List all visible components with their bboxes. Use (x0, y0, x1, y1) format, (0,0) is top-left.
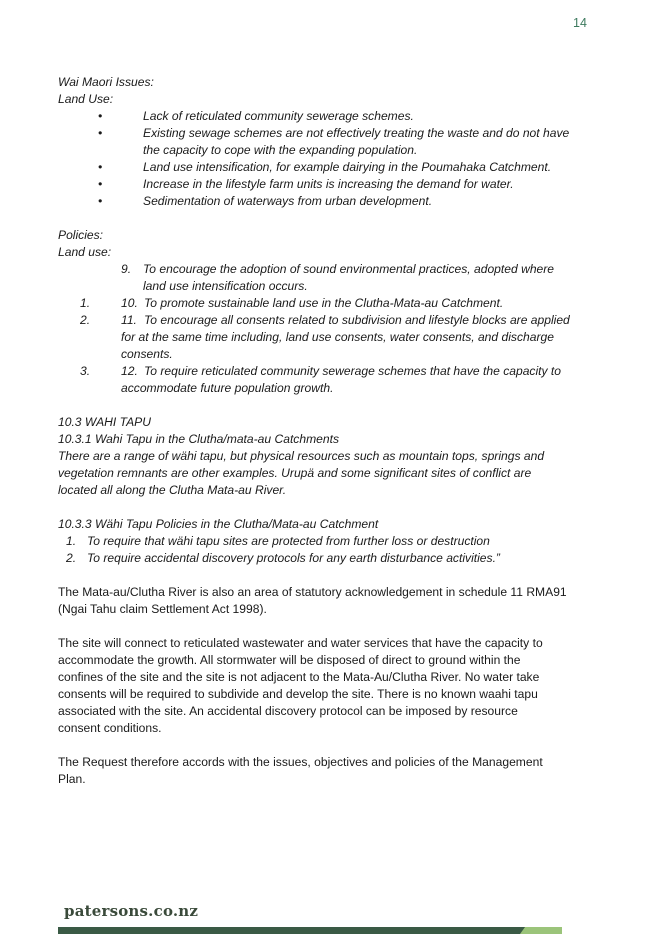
page-number: 14 (573, 16, 587, 30)
list-item: • Lack of reticulated community sewerage schemes. (98, 109, 414, 123)
wahi-tapu-policies (58, 516, 598, 567)
paragraph-line: There are a range of wähi tapu, but physical resources such as mountain tops, springs and (58, 449, 545, 463)
policy-item-continuation: land use intensification occurs. (143, 279, 308, 293)
policy-item: 1. 10. To promote sustainable land use in the Clutha-Mata-au Catchment. (80, 296, 504, 310)
policy-item: 2. 11. To encourage all consents related to subdivision and lifestyle blocks are applied (80, 313, 570, 327)
policy-item: 9. To encourage the adoption of sound environmental practices, adopted where (121, 262, 555, 276)
wai-maori-section (58, 74, 598, 210)
company-logo: patersons.co.nz (64, 902, 199, 920)
section-heading: Policies: (58, 228, 104, 242)
paragraph: The Mata-au/Clutha River is also an area of statutory acknowledgement in schedule 11 RMA91 (Ngai Tahu claim Settlement Act 1998). (58, 585, 567, 616)
subsection-heading: Land Use: (58, 92, 114, 106)
bullet-icon: • (98, 109, 103, 123)
bullet-icon: • (98, 160, 103, 174)
bullet-icon: • (98, 194, 103, 208)
section-heading: Wai Maori Issues: (58, 75, 154, 89)
subsection-heading: 10.3.3 Wähi Tapu Policies in the Clutha/Mata-au Catchment (58, 517, 379, 531)
footer-bar (58, 927, 538, 934)
paragraph-line: vegetation remnants are other examples. Urupä and some significant sites of conflict are (58, 466, 532, 480)
policies-section (58, 227, 598, 397)
policy-item-continuation: accommodate future population growth. (121, 381, 334, 395)
policy-item-continuation: for at the same time including, land use consents, water consents, and discharge (121, 330, 554, 344)
bullet-icon: • (98, 177, 103, 191)
list-item: • Existing sewage schemes are not effectively treating the waste and do not have (98, 126, 570, 140)
paragraph: The Request therefore accords with the issues, objectives and policies of the Management Plan. (58, 755, 543, 786)
wahi-tapu-section (58, 414, 598, 499)
list-item: • Increase in the lifestyle farm units is increasing the demand for water. (98, 177, 514, 191)
list-item-continuation: the capacity to cope with the expanding population. (143, 143, 418, 157)
policy-item: 2. To require accidental discovery protocols for any earth disturbance activities.” (66, 551, 500, 565)
paragraph: The site will connect to reticulated wastewater and water services that have the capacity to accommodate the growth. All stormwater will be disposed of direct to ground within the confines of the site and the site is not adjacent to the Mata-Au/Clutha River. No water take consents will be required to subdivide and develop the site. There is no known waahi tapu associated with the site. An accidental discovery protocol can be imposed by resource consent conditions. (58, 636, 543, 735)
section-heading: 10.3 WAHI TAPU (58, 415, 151, 429)
policy-item: 1. To require that wähi tapu sites are protected from further loss or destruction (66, 534, 490, 548)
subsection-heading: Land use: (58, 245, 112, 259)
bullet-icon: • (98, 126, 103, 140)
paragraph-line: located all along the Clutha Mata-au River. (58, 483, 287, 497)
footer-accent (520, 927, 562, 934)
policy-item: 3. 12. To require reticulated community sewerage schemes that have the capacity to (80, 364, 562, 378)
list-item: • Sedimentation of waterways from urban development. (98, 194, 433, 208)
policy-item-continuation: consents. (121, 347, 173, 361)
list-item: • Land use intensification, for example dairying in the Poumahaka Catchment. (98, 160, 552, 174)
subsection-heading: 10.3.1 Wahi Tapu in the Clutha/mata-au Catchments (58, 432, 340, 446)
